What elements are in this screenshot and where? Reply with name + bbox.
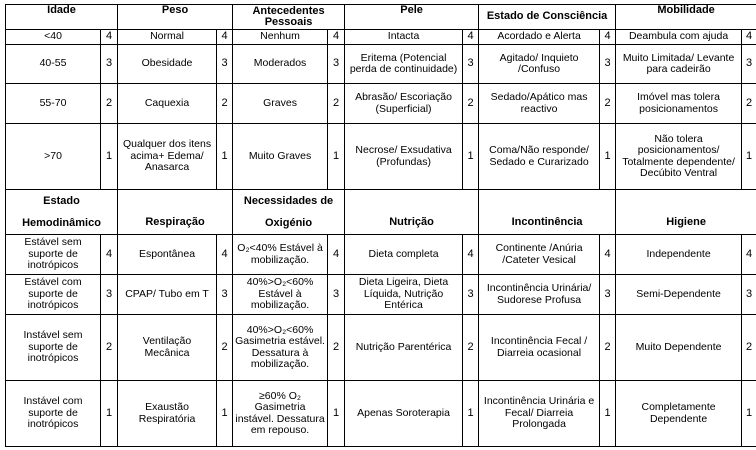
cell-text: Acordado e Alerta [479, 30, 600, 45]
cell-score: 2 [217, 84, 233, 124]
cell-text: Incontinência Urinária e Fecal/ Diarreia Prolongada [479, 381, 600, 447]
cell-text: Exaustão Respiratória [118, 381, 217, 447]
cell-text: Completamente Dependente [616, 381, 742, 447]
header-oxigenio: Necessidades de Oxigénio [233, 190, 345, 235]
cell-score: 1 [217, 381, 233, 447]
cell-score: 2 [217, 315, 233, 381]
cell-text: Abrasão/ Escoriação (Superficial) [345, 84, 463, 124]
header-peso: Peso [118, 5, 233, 30]
cell-text: Muito Graves [233, 124, 328, 190]
cell-score: 1 [600, 124, 616, 190]
cell-score: 2 [463, 84, 479, 124]
table-row [6, 315, 756, 381]
cell-text: Incontinência Urinária/ Sudorese Profusa [479, 275, 600, 315]
cell-text: Independente [616, 235, 742, 275]
cell-score: 1 [328, 381, 345, 447]
cell-score: 2 [328, 315, 345, 381]
cell-text: ≥60% O₂ Gasimetria instável. Dessatura em repouso. [233, 381, 328, 447]
cell-text: Dieta completa [345, 235, 463, 275]
cell-text: Eritema (Potencial perda de continuidade) [345, 45, 463, 84]
cell-text: Incontinência Fecal / Diarreia ocasional [479, 315, 600, 381]
cell-text: Deambula com ajuda [616, 30, 742, 45]
cell-text: Moderados [233, 45, 328, 84]
cell-score: 4 [742, 235, 756, 275]
cell-text: Graves [233, 84, 328, 124]
cell-text: Dieta Ligeira, Dieta Líquida, Nutrição Entérica [345, 275, 463, 315]
cell-score: 1 [463, 124, 479, 190]
cell-score: 1 [600, 381, 616, 447]
cell-score: 3 [742, 45, 756, 84]
cell-score: 2 [463, 315, 479, 381]
cell-score: 1 [742, 124, 756, 190]
cell-score: 4 [463, 235, 479, 275]
cell-score: 3 [600, 275, 616, 315]
cell-text: Apenas Soroterapia [345, 381, 463, 447]
top-header-row [6, 5, 756, 30]
cell-score: 1 [463, 381, 479, 447]
header-hemodinamico: Estado Hemodinâmico [6, 190, 118, 235]
cell-text: Intacta [345, 30, 463, 45]
cell-score: 1 [328, 124, 345, 190]
cell-text: Muito Limitada/ Levante para cadeirão [616, 45, 742, 84]
cell-score: 3 [463, 45, 479, 84]
cell-score: 3 [101, 275, 118, 315]
table-row [6, 381, 756, 447]
cell-text: Imóvel mas tolera posicionamentos [616, 84, 742, 124]
cell-score: 2 [742, 84, 756, 124]
header-consciencia: Estado de Consciência [479, 5, 616, 30]
cell-text: 40%>O₂<60% Estável à mobilização. [233, 275, 328, 315]
cell-score: 4 [742, 30, 756, 45]
cell-score: 1 [217, 124, 233, 190]
cell-text: Ventilação Mecânica [118, 315, 217, 381]
header-respiracao: Respiração [118, 190, 233, 235]
cell-score: 4 [328, 235, 345, 275]
header-idade: Idade [6, 5, 118, 30]
cell-score: 4 [463, 30, 479, 45]
header-nutricao: Nutrição [345, 190, 479, 235]
cell-text: Instável com suporte de inotrópicos [6, 381, 101, 447]
cell-score: 3 [328, 275, 345, 315]
cell-text: Nenhum [233, 30, 328, 45]
table-row [6, 45, 756, 84]
cell-score: 1 [101, 124, 118, 190]
cell-score: 2 [600, 84, 616, 124]
cell-text: Estável sem suporte de inotrópicos [6, 235, 101, 275]
table-row [6, 235, 756, 275]
table-row [6, 124, 756, 190]
cell-text: Semi-Dependente [616, 275, 742, 315]
cell-score: 4 [101, 235, 118, 275]
cell-text: Estável com suporte de inotrópicos [6, 275, 101, 315]
cell-text: Caquexia [118, 84, 217, 124]
cell-score: 1 [101, 381, 118, 447]
cell-score: 3 [101, 45, 118, 84]
cell-score: 4 [600, 235, 616, 275]
cell-score: 4 [217, 235, 233, 275]
cell-text: 55-70 [6, 84, 101, 124]
cell-text: Nutrição Parentérica [345, 315, 463, 381]
cell-text: Continente /Anúria /Cateter Vesical [479, 235, 600, 275]
cell-text: CPAP/ Tubo em T [118, 275, 217, 315]
cell-text: 40-55 [6, 45, 101, 84]
cell-text: Espontânea [118, 235, 217, 275]
cell-text: Não tolera posicionamentos/ Totalmente dependente/ Decúbito Ventral [616, 124, 742, 190]
header-mobilidade: Mobilidade [616, 5, 756, 30]
cell-score: 2 [600, 315, 616, 381]
cell-score: 4 [217, 30, 233, 45]
cell-score: 3 [328, 45, 345, 84]
cell-text: Agitado/ Inquieto /Confuso [479, 45, 600, 84]
cell-text: <40 [6, 30, 101, 45]
cell-text: Muito Dependente [616, 315, 742, 381]
header-incontinencia: Incontinência [479, 190, 616, 235]
header-pele: Pele [345, 5, 479, 30]
header-antecedentes: Antecedentes Pessoais [233, 5, 345, 30]
table-row [6, 275, 756, 315]
cell-score: 3 [217, 275, 233, 315]
cell-score: 3 [742, 275, 756, 315]
cell-score: 3 [463, 275, 479, 315]
cell-text: 40%>O₂<60% Gasimetria estável. Dessatura à mobilização. [233, 315, 328, 381]
cell-text: Instável sem suporte de inotrópicos [6, 315, 101, 381]
cell-score: 4 [328, 30, 345, 45]
bottom-header-row [6, 190, 756, 235]
cell-score: 1 [742, 381, 756, 447]
table-row [6, 30, 756, 45]
cell-score: 2 [101, 84, 118, 124]
header-higiene: Higiene [616, 190, 756, 235]
table-row [6, 84, 756, 124]
cell-text: Obesidade [118, 45, 217, 84]
cell-text: Coma/Não responde/ Sedado e Curarizado [479, 124, 600, 190]
assessment-scale-table [5, 4, 756, 447]
cell-score: 4 [101, 30, 118, 45]
cell-score: 2 [328, 84, 345, 124]
cell-score: 4 [600, 30, 616, 45]
cell-text: >70 [6, 124, 101, 190]
cell-score: 3 [217, 45, 233, 84]
cell-text: Sedado/Apático mas reactivo [479, 84, 600, 124]
cell-text: Necrose/ Exsudativa (Profundas) [345, 124, 463, 190]
cell-score: 3 [600, 45, 616, 84]
cell-text: Normal [118, 30, 217, 45]
cell-score: 2 [101, 315, 118, 381]
cell-text: O₂<40% Estável à mobilização. [233, 235, 328, 275]
cell-score: 2 [742, 315, 756, 381]
cell-text: Qualquer dos itens acima+ Edema/ Anasarca [118, 124, 217, 190]
